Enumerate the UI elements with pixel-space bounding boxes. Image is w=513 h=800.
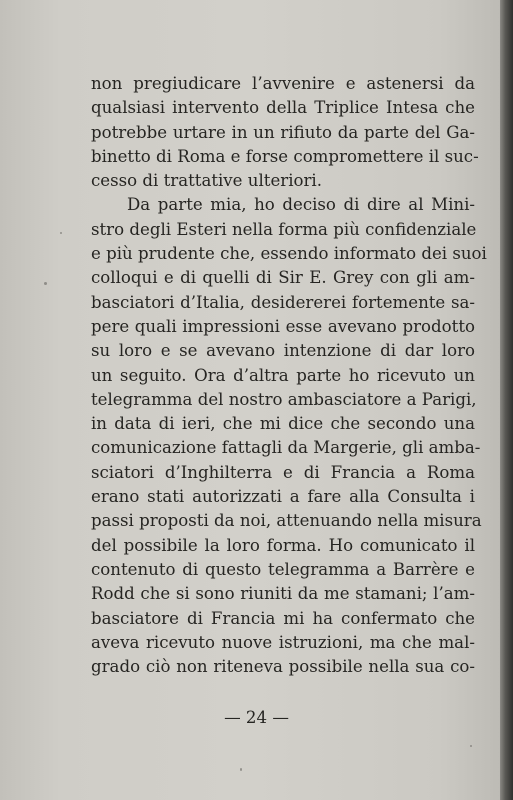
text-line: un seguito. Ora d’altra parte ho ricevuto un	[91, 365, 475, 385]
text-line: contenuto di questo telegramma a Barrère e	[91, 559, 475, 579]
body-text	[91, 72, 487, 679]
text-line: pere quali impressioni esse avevano prodotto	[91, 316, 475, 336]
text-line: passi proposti da noi, attenuando nella misura	[91, 511, 482, 531]
paper-speck	[470, 745, 472, 747]
text-line: qualsiasi intervento della Triplice Intesa che	[91, 98, 475, 118]
paragraph-first-line: Da parte mia, ho deciso di dire al Mini-	[127, 195, 475, 215]
paper-speck	[44, 282, 47, 285]
text-line: grado ciò non riteneva possibile nella sua co-	[91, 657, 475, 677]
text-line: Rodd che si sono riuniti da me stamani; l’am-	[91, 584, 475, 604]
page-edge-shadow	[500, 0, 513, 800]
text-line: cesso di trattative ulteriori.	[91, 171, 323, 191]
text-line: comunicazione fattagli da Margerie, gli amba-	[91, 438, 481, 458]
page-number: — 24 —	[224, 708, 289, 727]
text-line: in data di ieri, che mi dice che secondo una	[91, 414, 475, 434]
text-line: su loro e se avevano intenzione di dar loro	[91, 341, 475, 361]
text-line: aveva ricevuto nuove istruzioni, ma che mal-	[91, 632, 475, 652]
text-line: e più prudente che, essendo informato dei suoi	[91, 244, 487, 264]
text-line: potrebbe urtare in un rifiuto da parte del Ga-	[91, 122, 475, 142]
text-line: basciatore di Francia mi ha confermato che	[91, 608, 475, 628]
text-line: basciatori d’Italia, desidererei fortemente sa-	[91, 292, 475, 312]
text-line: telegramma del nostro ambasciatore a Parigi,	[91, 389, 477, 409]
text-line: erano stati autorizzati a fare alla Consulta i	[91, 487, 475, 507]
text-line: del possibile la loro forma. Ho comunicato il	[91, 535, 475, 555]
text-line: stro degli Esteri nella forma più confidenziale	[91, 219, 477, 239]
text-line: non pregiudicare l’avvenire e astenersi da	[91, 74, 475, 93]
text-line: colloqui e di quelli di Sir E. Grey con gli am-	[91, 268, 475, 288]
paper-speck	[60, 232, 62, 234]
paper-speck	[240, 768, 242, 771]
text-line: sciatori d’Inghilterra e di Francia a Roma	[91, 462, 475, 482]
text-line: binetto di Roma e forse compromettere il suc-	[91, 146, 479, 166]
